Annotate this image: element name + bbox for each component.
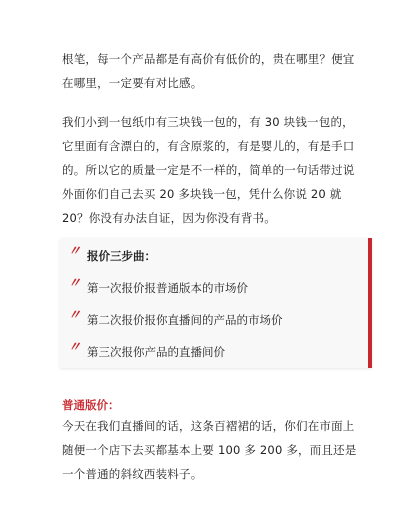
quote-mark-icon: 〃 [68,340,82,355]
quote-item-text: 第一次报价报普通版本的市场价 [87,281,248,295]
quote-item [60,277,360,297]
quote-box [60,238,372,368]
quote-mark-icon: 〃 [68,244,82,259]
paragraph-price-contrast: 根笔，每一个产品都是有高价有低价的，贵在哪里？便宜在哪里，一定要有对比感。 [62,52,355,90]
quote-item [60,341,360,361]
quote-mark-icon: 〃 [68,276,82,291]
paragraph-livestream-price: 今天在我们直播间的话，这条百褶裙的话，你们在市面上随便一个店下去买都基本上要 100 多 200 多，而且还是一个普通的斜纹西装料子。 [62,419,357,481]
quote-title: 报价三步曲： [87,249,156,263]
quote-item [60,309,360,329]
paragraph-tissue-example: 我们小到一包纸巾有三块钱一包的，有 30 块钱一包的，它里面有含漂白的，有含原浆的，有是婴儿的，有是手口的。所以它的质量一定是不一样的，简单的一句话带过说外面你们自己去买 20 多块钱一包，凭什么你说 20 就 20？你没有办法自证，因为你没有背书。 [62,115,355,225]
section-title: 普通版价： [62,398,120,412]
quote-item-text: 第二次报价报你直播间的产品的市场价 [87,313,283,327]
quote-title-row [60,245,360,265]
quote-mark-icon: 〃 [68,308,82,323]
quote-item-text: 第三次报你产品的直播间价 [87,345,225,359]
